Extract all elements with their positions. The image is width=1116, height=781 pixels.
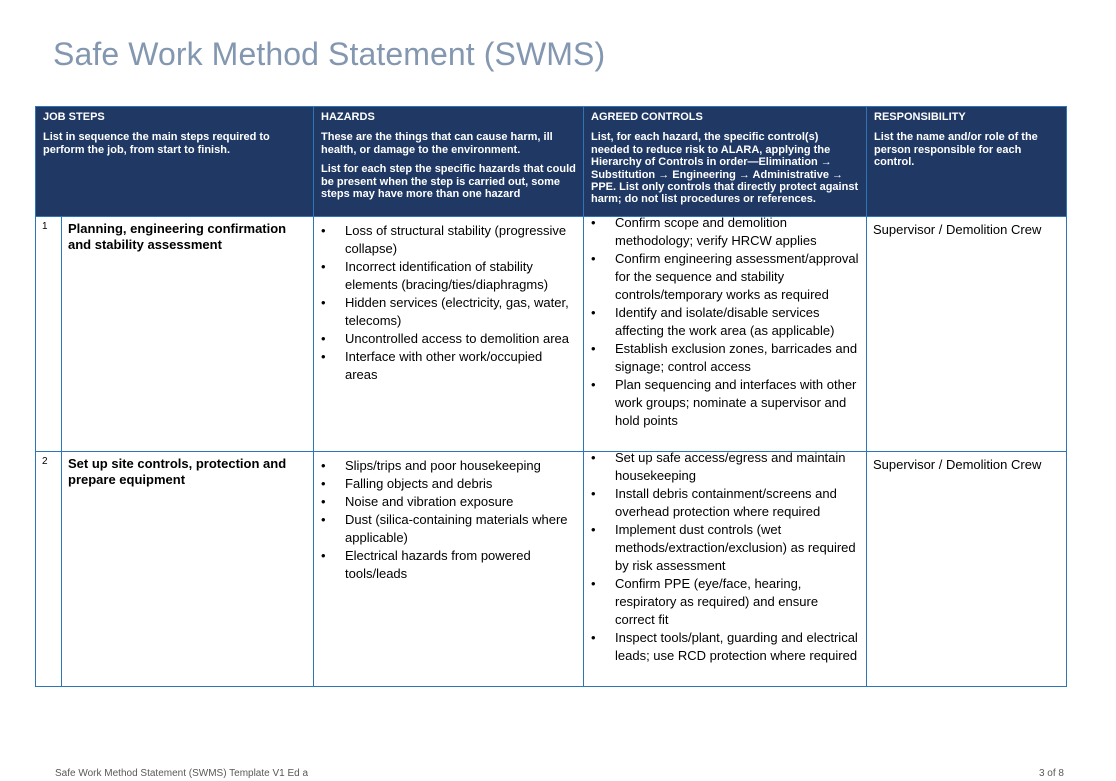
job-step: Planning, engineering confirmation and stability assessment <box>62 216 314 451</box>
list-item: • Dust (silica-containing materials where applicable) <box>345 511 577 547</box>
header-responsibility-title: RESPONSIBILITY <box>874 111 966 123</box>
list-item: • Implement dust controls (wet methods/extraction/exclusion) as required by risk assessment <box>615 521 860 575</box>
controls-list <box>590 449 860 665</box>
controls-cell <box>584 451 867 686</box>
list-item: • Set up safe access/egress and maintain housekeeping <box>615 449 860 485</box>
footer-document-name: Safe Work Method Statement (SWMS) Template V1 Ed a <box>55 768 309 779</box>
list-item: • Interface with other work/occupied areas <box>345 348 577 384</box>
list-item: • Noise and vibration exposure <box>345 493 577 511</box>
hazards-list <box>320 222 577 384</box>
list-item: • Install debris containment/screens and overhead protection where required <box>615 485 860 521</box>
table-row <box>36 451 1067 686</box>
list-item: • Confirm scope and demolition methodology; verify HRCW applies <box>615 214 860 250</box>
job-step: Set up site controls, protection and prepare equipment <box>62 451 314 686</box>
header-responsibility-desc: List the name and/or role of the person responsible for each control. <box>874 131 1038 169</box>
table-header-row <box>36 107 1067 217</box>
list-item: • Incorrect identification of stability elements (bracing/ties/diaphragms) <box>345 258 577 294</box>
header-hazards-desc: These are the things that can cause harm, ill health, or damage to the environment. <box>321 131 553 156</box>
list-item: • Establish exclusion zones, barricades and signage; control access <box>615 340 860 376</box>
header-controls-desc: List, for each hazard, the specific control(s) needed to reduce risk to ALARA, applying the Hierarchy of Controls in order—Elimination → Substitution → Engineering → Administrative → PPE. List only controls that directly protect against harm; do not list procedures or references. <box>591 131 859 206</box>
list-item: • Confirm PPE (eye/face, hearing, respiratory as required) and ensure correct fit <box>615 575 860 629</box>
hazards-cell <box>314 216 584 451</box>
list-item: • Electrical hazards from powered tools/leads <box>345 547 577 583</box>
list-item: • Slips/trips and poor housekeeping <box>345 457 577 475</box>
table-row <box>36 216 1067 451</box>
header-controls-title: AGREED CONTROLS <box>591 111 703 123</box>
hazards-list <box>320 457 577 583</box>
list-item: • Plan sequencing and interfaces with other work groups; nominate a supervisor and hold points <box>615 376 860 430</box>
hazards-cell <box>314 451 584 686</box>
header-controls <box>584 107 867 217</box>
list-item: • Confirm engineering assessment/approval for the sequence and stability controls/temporary works as required <box>615 250 860 304</box>
page-title: Safe Work Method Statement (SWMS) <box>53 36 606 72</box>
step-number: 1 <box>36 216 62 451</box>
list-item: • Inspect tools/plant, guarding and electrical leads; use RCD protection where required <box>615 629 860 665</box>
controls-list <box>590 214 860 430</box>
swms-table <box>35 106 1067 687</box>
header-hazards-desc2: List for each step the specific hazards that could be present when the step is carried out, some steps may have more than one hazard <box>321 163 576 201</box>
header-hazards-title: HAZARDS <box>321 111 375 123</box>
list-item: • Falling objects and debris <box>345 475 577 493</box>
step-number: 2 <box>36 451 62 686</box>
header-responsibility <box>867 107 1067 217</box>
list-item: • Uncontrolled access to demolition area <box>345 330 577 348</box>
header-hazards <box>314 107 584 217</box>
footer-page-number: 3 of 8 <box>1038 768 1064 779</box>
header-job-steps <box>36 107 314 217</box>
list-item: • Hidden services (electricity, gas, water, telecoms) <box>345 294 577 330</box>
controls-cell <box>584 216 867 451</box>
responsibility-cell: Supervisor / Demolition Crew <box>867 216 1067 451</box>
list-item: • Loss of structural stability (progressive collapse) <box>345 222 577 258</box>
header-job-steps-desc: List in sequence the main steps required to perform the job, from start to finish. <box>43 131 270 156</box>
list-item: • Identify and isolate/disable services affecting the work area (as applicable) <box>615 304 860 340</box>
responsibility-cell: Supervisor / Demolition Crew <box>867 451 1067 686</box>
header-job-steps-title: JOB STEPS <box>43 111 105 123</box>
